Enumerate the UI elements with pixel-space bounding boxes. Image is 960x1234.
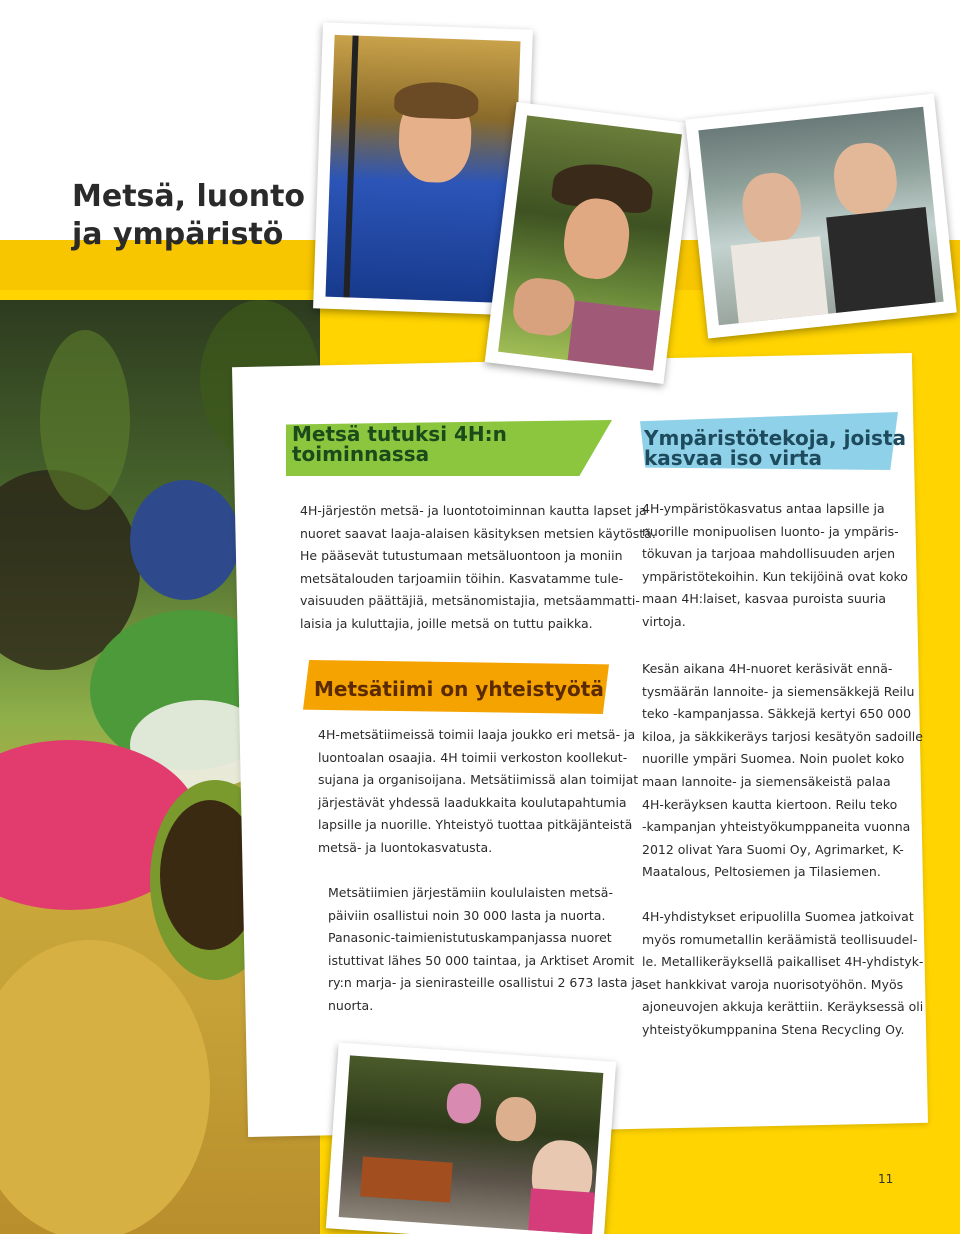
text-line: lapsille ja nuorille. Yhteistyö tuottaa pitkäjänteistä [318, 817, 633, 833]
text-line: 4H-metsätiimeissä toimii laaja joukko eri metsä- ja [318, 727, 636, 742]
text-line: le. Metallikeräyksellä paikalliset 4H-yhdistyk- [642, 954, 924, 970]
text-line: virtoja. [642, 613, 686, 629]
text-line: tökuvan ja tarjoaa mahdollisuuden arjen [642, 546, 896, 562]
text-line: set hankkivat varoja nuorisotyöhön. Myös [642, 976, 904, 992]
text-line: laisia ja kuluttajia, joille metsä on tuttu paikka. [300, 615, 593, 631]
text-line: ajoneuvojen akkuja kerättiin. Keräyksessä oli [642, 999, 924, 1015]
text-line: -kampanjan yhteistyökumppaneita vuonna [642, 819, 911, 835]
forest-heading-line: Metsä tutuksi 4H:n [292, 422, 507, 446]
team-paragraph-1 [318, 724, 638, 860]
text-line: metsätalouden tarjoamiin töihin. Kasvatamme tule- [300, 570, 624, 586]
text-line: 4H-yhdistykset eripuolilla Suomea jatkoivat [642, 909, 914, 924]
text-line: sujana ja organisoijana. Metsätiimissä alan toimijat [318, 772, 639, 788]
text-line: yhteistyökumppanina Stena Recycling Oy. [642, 1021, 905, 1037]
text-line: 4H-keräyksen kautta kiertoon. Reilu teko [642, 796, 898, 812]
environment-heading-line: kasvaa iso virta [644, 446, 822, 470]
environment-paragraph-1 [642, 498, 908, 634]
text-line: nuorille monipuolisen luonto- ja ympäris- [642, 523, 899, 539]
text-line: 2012 olivat Yara Suomi Oy, Agrimarket, K- [642, 841, 904, 857]
team-heading: Metsätiimi on yhteistyötä [314, 677, 604, 701]
page-number: 11 [878, 1172, 894, 1186]
text-line: vaisuuden päättäjiä, metsänomistajia, metsäammatti- [300, 593, 640, 609]
text-line: kiloa, ja säkkikeräys tarjosi kesätyön sadoille [642, 728, 923, 744]
environment-heading [644, 428, 906, 468]
text-line: maan lannoite- ja siemensäkeistä palaa [642, 773, 891, 789]
text-line: teko -kampanjassa. Säkkejä kertyi 650 000 [642, 706, 912, 722]
text-line: päiviin osallistui noin 30 000 lasta ja nuorta. [328, 907, 606, 923]
text-line: Kesän aikana 4H-nuoret keräsivät ennä- [642, 661, 893, 676]
text-line: Panasonic-taimienistutuskampanjassa nuoret [328, 930, 612, 946]
forest-heading-line: toiminnassa [292, 442, 430, 466]
text-line: luontoalan osaajia. 4H toimii verkoston koollekut- [318, 749, 628, 765]
page-title-line: ja ympäristö [72, 217, 284, 252]
text-line: metsä- ja luontokasvatusta. [318, 839, 493, 855]
text-line: Metsätiimien järjestämiin koululaisten metsä- [328, 885, 613, 900]
text-line: istuttivat lähes 50 000 taintaa, ja Arktiset Aromit [328, 952, 635, 968]
text-line: nuorta. [328, 997, 374, 1013]
text-line: ympäristötekoihin. Kun tekijöinä ovat koko [642, 568, 908, 584]
page-title [72, 178, 305, 254]
environment-heading-line: Ympäristötekoja, joista [644, 426, 907, 450]
text-line: nuorille ympäri Suomea. Noin puolet koko [642, 751, 905, 767]
text-line: He pääsevät tutustumaan metsäluontoon ja moniin [300, 548, 623, 564]
photo-campfire [326, 1043, 616, 1234]
text-line: nuoret saavat laaja-alaisen käsityksen metsien käytöstä. [300, 525, 656, 541]
text-line: 4H-järjestön metsä- ja luontotoiminnan kautta lapset ja [300, 503, 647, 518]
text-line: myös romumetallin keräämistä teollisuudel- [642, 931, 918, 947]
text-line: tysmäärän lannoite- ja siemensäkkejä Reilu [642, 683, 915, 699]
page-title-line: Metsä, luonto [72, 179, 306, 214]
photo-two-girls [685, 94, 957, 339]
text-line: 4H-ympäristökasvatus antaa lapsille ja [642, 501, 885, 516]
text-line: Maatalous, Peltosiemen ja Tilasiemen. [642, 864, 881, 880]
forest-paragraph [300, 500, 656, 636]
team-paragraph-2 [328, 882, 643, 1018]
text-line: ry:n marja- ja sienirasteille osallistui 2 673 lasta ja [328, 975, 643, 991]
text-line: maan 4H:laiset, kasvaa puroista suuria [642, 591, 887, 607]
forest-heading [292, 424, 507, 464]
environment-paragraph-3 [642, 906, 923, 1042]
photo-thumbs-up [485, 102, 696, 384]
environment-paragraph-2 [642, 658, 923, 884]
text-line: järjestävät yhdessä laadukkaita koulutapahtumia [318, 794, 627, 810]
